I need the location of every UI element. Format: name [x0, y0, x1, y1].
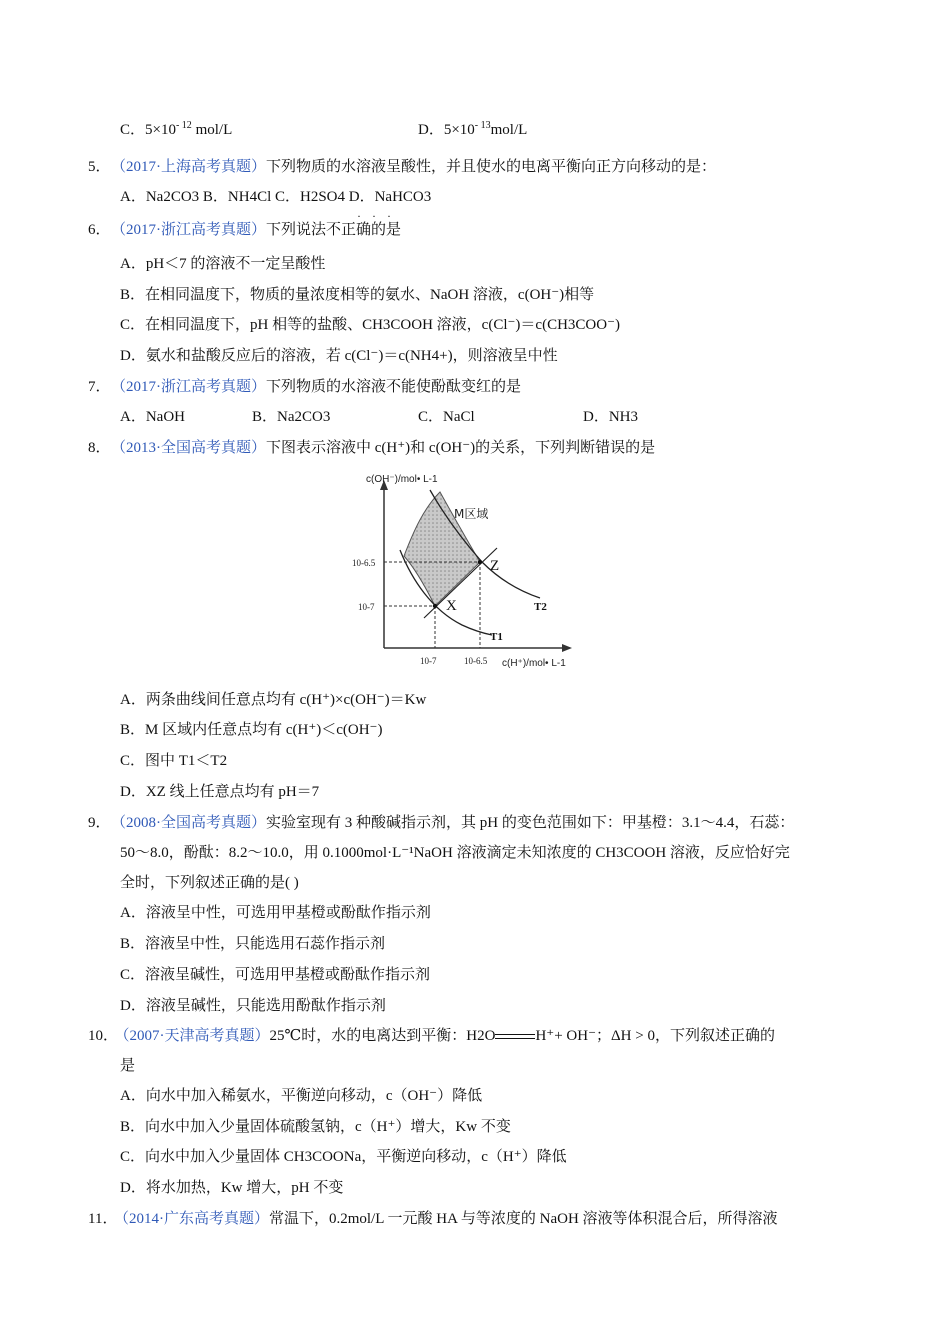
- emphasis-dot: ·: [387, 209, 391, 223]
- q4-option-d: [418, 120, 527, 140]
- q7-source: （2017·浙江高考真题）: [118, 379, 267, 395]
- q9-text-1: 实验室现有 3 种酸碱指示剂，其 pH 的变色范围如下：甲基橙：3.1～4.4，石蕊：: [266, 815, 795, 831]
- q9-number: 9．: [88, 815, 111, 831]
- region-m-label: M区域: [454, 507, 489, 521]
- q7-text: 下列物质的水溶液不能使酚酞变红的是: [266, 379, 522, 395]
- q6-option-c: C．在相同温度下，pH 相等的盐酸、CH3COOH 溶液，c(Cl⁻)＝c(CH3COO⁻): [120, 317, 620, 333]
- kw-temperature-figure: [352, 470, 602, 670]
- q11-number: 11．: [88, 1211, 118, 1227]
- q4-option-d-base: D．5×10: [418, 122, 475, 138]
- y-axis-label: c(OH⁻)/mol• L-1: [366, 474, 438, 485]
- q6-number: 6．: [88, 222, 111, 238]
- q6-source: （2017·浙江高考真题）: [118, 222, 267, 238]
- q10-text-2: 是: [120, 1058, 136, 1074]
- q11-text: 常温下，0.2mol/L 一元酸 HA 与等浓度的 NaOH 溶液等体积混合后，所得溶液: [268, 1211, 778, 1227]
- curve-t1-label: T1: [490, 631, 503, 643]
- q8-number: 8．: [88, 440, 111, 456]
- point-z-label: Z: [490, 558, 500, 574]
- q4-option-d-exp: - 13: [474, 120, 491, 131]
- point-x-marker: [433, 604, 437, 608]
- q9-source: （2008·全国高考真题）: [118, 815, 267, 831]
- q10-option-c: C．向水中加入少量固体 CH3COONa，平衡逆向移动，c（H⁺）降低: [120, 1149, 567, 1165]
- q8-option-a: A．两条曲线间任意点均有 c(H⁺)×c(OH⁻)＝Kw: [120, 692, 427, 708]
- q4-option-c-unit: mol/L: [191, 122, 233, 138]
- q7-number: 7．: [88, 379, 111, 395]
- q4-option-d-unit: mol/L: [490, 122, 528, 138]
- curve-t2-label: T2: [534, 601, 547, 613]
- x-axis-label: c(H⁺)/mol• L-1: [502, 658, 566, 669]
- q10-option-d: D．将水加热，Kw 增大，pH 不变: [120, 1180, 344, 1196]
- q9-text-3: 全时，下列叙述正确的是( ): [120, 875, 299, 891]
- q5-source: （2017·上海高考真题）: [118, 159, 267, 175]
- q9-option-d: D．溶液呈碱性，只能选用酚酞作指示剂: [120, 998, 386, 1014]
- q8-stem: [88, 438, 655, 458]
- q9-text-2: 50～8.0，酚酞：8.2～10.0，用 0.1000mol·L⁻¹NaOH 溶液滴定未知浓度的 CH3COOH 溶液，反应恰好完: [120, 845, 790, 861]
- q7-option-b: B．Na2CO3: [252, 409, 331, 425]
- q10-stem: [88, 1026, 775, 1046]
- q7-option-c: C．NaCl: [418, 409, 475, 425]
- q8-option-d: D．XZ 线上任意点均有 pH＝7: [120, 784, 320, 800]
- q10-text-post: H⁺+ OH⁻；ΔH > 0，下列叙述正确的: [535, 1028, 775, 1044]
- q6-text: 下列说法不正确的是: [266, 222, 402, 238]
- q9-option-a: A．溶液呈中性，可选用甲基橙或酚酞作指示剂: [120, 905, 431, 921]
- emphasis-dot: ·: [372, 209, 376, 223]
- q11-stem: [88, 1209, 778, 1229]
- q7-option-a: A．NaOH: [120, 409, 185, 425]
- x-axis-arrow-icon: [562, 644, 572, 652]
- tick-y-65: 10-6.5: [352, 558, 376, 568]
- q10-source: （2007·天津高考真题）: [122, 1028, 270, 1044]
- q9-option-b: B．溶液呈中性，只能选用石蕊作指示剂: [120, 936, 386, 952]
- q8-option-c: C．图中 T1＜T2: [120, 753, 228, 769]
- q9-option-c: C．溶液呈碱性，可选用甲基橙或酚酞作指示剂: [120, 967, 431, 983]
- q6-option-b: B．在相同温度下，物质的量浓度相等的氨水、NaOH 溶液，c(OH⁻)相等: [120, 287, 595, 303]
- tick-x-65: 10-6.5: [464, 656, 488, 666]
- point-z-marker: [478, 560, 482, 564]
- q8-option-b: B．M 区域内任意点均有 c(H⁺)＜c(OH⁻): [120, 722, 383, 738]
- q7-option-d: D．NH3: [583, 409, 638, 425]
- q4-option-c-base: C．5×10: [120, 122, 176, 138]
- point-x-label: X: [446, 598, 457, 614]
- equilibrium-arrow-icon: [495, 1032, 535, 1042]
- tick-y-7: 10-7: [358, 602, 375, 612]
- q8-source: （2013·全国高考真题）: [118, 440, 267, 456]
- q5-options: A．Na2CO3 B．NH4Cl C．H2SO4 D．NaHCO3: [120, 189, 432, 205]
- q10-option-b: B．向水中加入少量固体硫酸氢钠，c（H⁺）增大，Kw 不变: [120, 1119, 511, 1135]
- q6-option-a: A．pH＜7 的溶液不一定呈酸性: [120, 256, 326, 272]
- q8-text: 下图表示溶液中 c(H⁺)和 c(OH⁻)的关系，下列判断错误的是: [266, 440, 656, 456]
- q5-stem: [88, 157, 716, 177]
- q6-stem: [88, 220, 401, 240]
- tick-x-7: 10-7: [420, 656, 437, 666]
- q6-option-d: D．氨水和盐酸反应后的溶液，若 c(Cl⁻)＝c(NH4+)，则溶液呈中性: [120, 348, 558, 364]
- q10-number: 10．: [88, 1028, 119, 1044]
- q9-stem: [88, 813, 794, 833]
- q7-stem: [88, 377, 521, 397]
- q4-option-c-exp: - 12: [175, 120, 192, 131]
- q11-source: （2014·广东高考真题）: [121, 1211, 269, 1227]
- q5-number: 5．: [88, 159, 111, 175]
- emphasis-dot: ·: [357, 209, 361, 223]
- q10-text-pre: 25℃时，水的电离达到平衡：H2O: [269, 1028, 496, 1044]
- q4-option-c: [120, 120, 232, 140]
- q5-text: 下列物质的水溶液呈酸性，并且使水的电离平衡向正方向移动的是：: [266, 159, 717, 175]
- q10-option-a: A．向水中加入稀氨水，平衡逆向移动，c（OH⁻）降低: [120, 1088, 483, 1104]
